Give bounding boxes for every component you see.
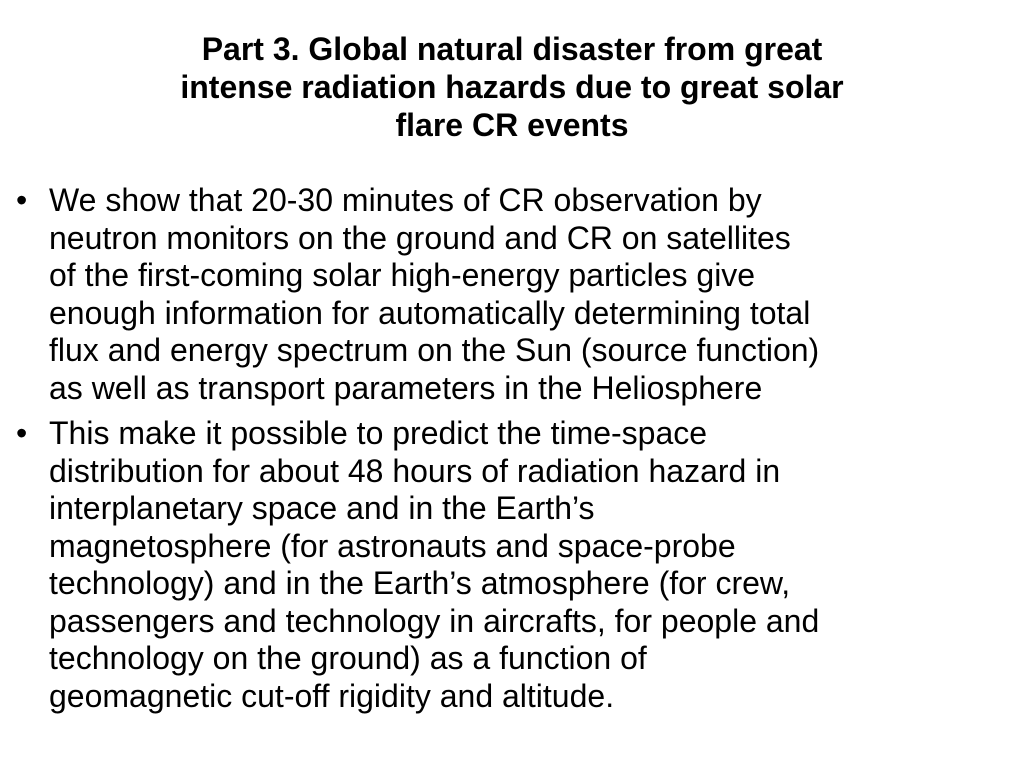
bullet-line: passengers and technology in aircrafts, for people and — [49, 602, 820, 639]
title-line: Part 3. Global natural disaster from great — [201, 31, 823, 67]
bullet-line: interplanetary space and in the Earth’s — [49, 490, 595, 526]
bullet-point-icon: • — [16, 182, 28, 218]
bullet-line: technology on the ground) as a function of — [49, 640, 647, 676]
bullet-item — [16, 182, 1016, 407]
bullet-list — [16, 182, 1016, 723]
title-line: flare CR events — [395, 107, 629, 143]
bullet-line: technology) and in the Earth’s atmosphere (for crew, — [49, 565, 791, 601]
bullet-line: flux and energy spectrum on the Sun (source function) — [49, 332, 820, 368]
bullet-line: magnetosphere (for astronauts and space-probe — [49, 527, 736, 564]
bullet-line: We show that 20-30 minutes of CR observation by — [49, 182, 762, 218]
bullet-line: This make it possible to predict the time-space — [49, 415, 708, 451]
bullet-line: neutron monitors on the ground and CR on satellites — [49, 219, 791, 256]
bullet-line: distribution for about 48 hours of radiation hazard in — [49, 452, 781, 489]
bullet-line: as well as transport parameters in the Heliosphere — [49, 369, 763, 406]
bullet-line: enough information for automatically determining total — [49, 294, 811, 331]
bullet-point-icon: • — [16, 415, 28, 451]
title-line: intense radiation hazards due to great solar — [180, 69, 844, 105]
bullet-text — [49, 182, 1016, 407]
bullet-line: geomagnetic cut-off rigidity and altitude. — [49, 677, 615, 714]
bullet-item — [16, 415, 1016, 715]
bullet-text — [49, 415, 1016, 715]
slide-title — [40, 30, 984, 144]
bullet-line: of the first-coming solar high-energy particles give — [49, 257, 756, 293]
